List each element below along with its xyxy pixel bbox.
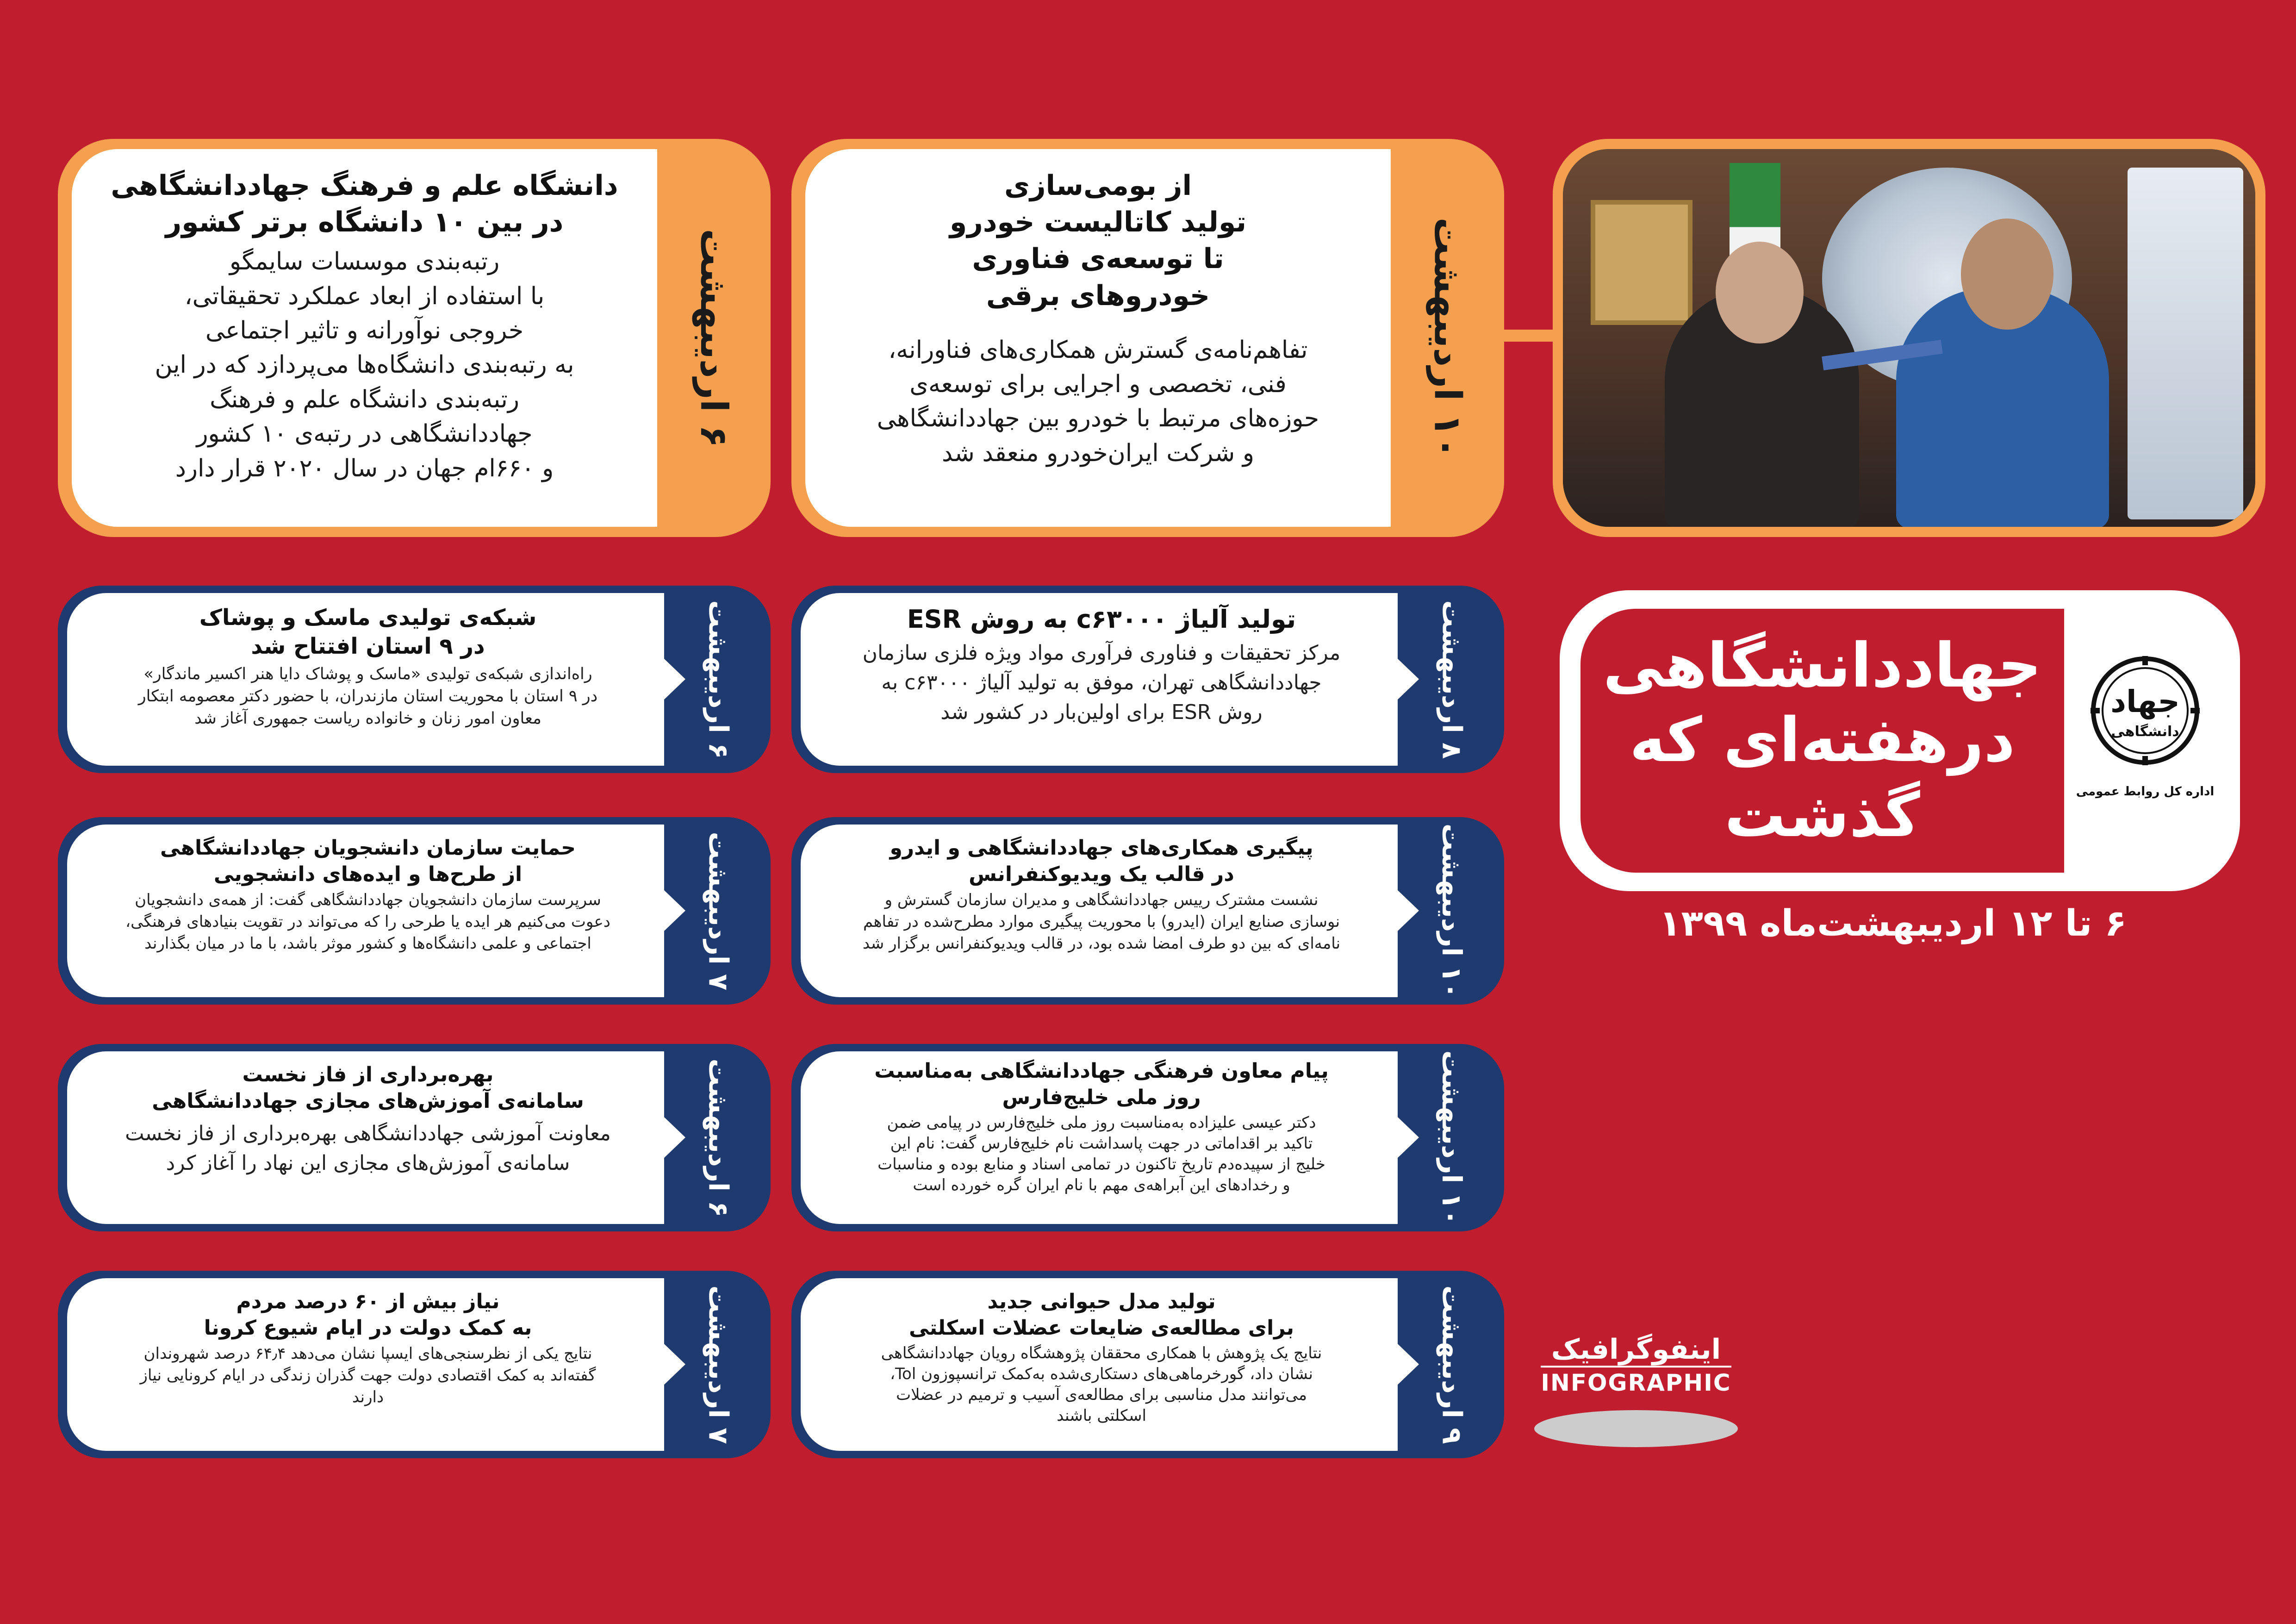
news-body — [125, 889, 610, 955]
featured-date — [1391, 139, 1504, 537]
infographic-shadow — [1534, 1410, 1738, 1447]
header-title — [1580, 609, 2064, 873]
news-body-line: نتایج یکی از نظرسنجی‌های ایسپا نشان می‌دهد ۶۴٫۴ درصد شهروندان — [143, 1344, 592, 1363]
news-title-line: تولید آلیاژ c۶۳۰۰۰ به روش ESR — [907, 605, 1296, 634]
news-body-line: در ۹ استان با محوریت استان مازندران، با حضور دکتر معصومه ابتکار — [138, 687, 598, 706]
news-title — [907, 603, 1296, 636]
news-title-line: در ۹ استان افتتاح شد — [251, 633, 485, 660]
featured-card-university — [58, 139, 771, 537]
news-date — [666, 1044, 771, 1231]
news-body-line: و رخدادهای این آبراهه‌ی مهم با نام ایران گره خورده است — [913, 1176, 1290, 1194]
featured-body-line: حوزه‌های مرتبط با خودرو بین جهاددانشگاهی — [877, 405, 1319, 433]
news-card-content — [801, 824, 1398, 997]
news-card-mask — [58, 586, 771, 773]
news-title-line: نیاز بیش از ۶۰ درصد مردم — [236, 1290, 500, 1313]
news-body-line: جهاددانشگاهی تهران، موفق به تولید آلیاژ c۶۳۰۰۰ به — [881, 670, 1322, 694]
featured-title-line: تا توسعه‌ی فناوری — [972, 243, 1224, 275]
header-title-line: گذشت — [1724, 779, 1920, 851]
featured-body — [877, 333, 1319, 470]
news-body-line: سامانه‌ی آموزش‌های مجازی این نهاد را آغاز کرد — [166, 1151, 570, 1175]
featured-card-content — [805, 149, 1391, 527]
news-title-line: حمایت سازمان دانشجویان جهاددانشگاهی — [160, 836, 576, 860]
featured-body — [155, 244, 574, 486]
news-photo — [1563, 149, 2255, 527]
header-title-line: جهاددانشگاهی — [1603, 630, 2042, 702]
date-label: ۶ اردیبهشت — [703, 600, 734, 759]
news-date — [1400, 817, 1504, 1005]
news-card-elearning — [58, 1044, 771, 1231]
featured-body-line: رتبه‌بندی دانشگاه علم و فرهنگ — [210, 385, 519, 413]
news-card-content — [67, 824, 664, 997]
date-label: ۷ اردیبهشت — [703, 831, 734, 990]
featured-title-line: در بین ۱۰ دانشگاه برتر کشور — [165, 206, 564, 239]
news-title-line: تولید مدل حیوانی جدید — [987, 1290, 1216, 1313]
news-card-idro — [791, 817, 1504, 1005]
date-label: ۹ اردیبهشت — [1436, 1285, 1468, 1444]
news-body — [863, 638, 1341, 727]
news-body-line: دارند — [352, 1388, 384, 1407]
news-body-line: اسکلتی باشند — [1057, 1406, 1146, 1425]
news-body-line: نتایج یک پژوهش با همکاری محققان پژوهشگاه رویان جهاددانشگاهی — [881, 1344, 1322, 1363]
featured-card-catalyst — [791, 139, 1504, 537]
news-title — [204, 1288, 532, 1341]
news-title-line: بهره‌برداری از فاز نخست — [242, 1063, 494, 1087]
news-body-line: تاکید بر اقداماتی در جهت پاسداشت نام خلیج‌فارس گفت: نام این — [890, 1134, 1313, 1153]
featured-title-line: تولید کاتالیست خودرو — [949, 206, 1247, 239]
header-title-line: درهفته‌ای که — [1629, 705, 2016, 776]
jahad-logo — [2076, 655, 2215, 822]
photo-portrait-frame — [1591, 200, 1692, 325]
news-body-line: دکتر عیسی علیزاده به‌مناسبت روز ملی خلیج‌فارس در پیامی ضمن — [887, 1113, 1316, 1132]
news-body — [140, 1343, 596, 1408]
news-title-line: شبکه‌ی تولیدی ماسک و پوشاک — [199, 605, 537, 631]
news-card-content — [801, 593, 1398, 766]
featured-body-line: و شرکت ایران‌خودرو منعقد شد — [941, 439, 1255, 467]
jahad-logo-caption: اداره کل روابط عمومی — [2076, 785, 2215, 799]
news-body-line: راه‌اندازی شبکه‌ی تولیدی «ماسک و پوشاک دایا هنر اکسیر ماندگار» — [143, 664, 592, 683]
featured-title — [950, 168, 1246, 314]
date-range: ۶ تا ۱۲ اردیبهشت‌ماه ۱۳۹۹ — [1659, 903, 2127, 944]
featured-body-line: با استفاده از ابعاد عملکرد تحقیقاتی، — [184, 282, 545, 310]
news-card-content — [67, 593, 664, 766]
news-date — [1400, 1044, 1504, 1231]
news-title-line: پیگیری همکاری‌های جهاددانشگاهی و ایدرو — [890, 836, 1313, 860]
news-title-line: از طرح‌ها و ایده‌های دانشجویی — [213, 862, 523, 887]
date-label: ۱۰ اردیبهشت — [1425, 217, 1469, 459]
news-title-line: در قالب یک ویدیوکنفرانس — [969, 862, 1234, 887]
infographic-badge — [1532, 1333, 1740, 1468]
news-body-line: دعوت می‌کنیم هر ایده یا طرحی را که می‌تواند در تقویت بنیادهای فرهنگی، — [125, 912, 610, 931]
featured-body-line: خروجی نوآورانه و تاثیر اجتماعی — [205, 317, 524, 345]
news-title — [874, 1058, 1328, 1111]
featured-title-line: خودروهای برقی — [986, 279, 1210, 312]
header-title-box — [1560, 590, 2240, 891]
news-title-line: پیام معاون فرهنگی جهاددانشگاهی به‌مناسبت — [874, 1059, 1329, 1083]
news-title — [909, 1288, 1294, 1341]
news-card-alloy — [791, 586, 1504, 773]
jahad-logo-sub: دانشگاهی — [2111, 724, 2179, 740]
news-card-students — [58, 817, 771, 1005]
jahad-logo-name: جهاد — [2110, 684, 2180, 719]
news-title — [890, 835, 1313, 887]
news-card-persian-gulf — [791, 1044, 1504, 1231]
news-body-line: نوسازی صنایع ایران (ایدرو) با محوریت پیگیری موارد مطرح‌شده در تفاهم — [863, 912, 1340, 931]
infographic-label-en: INFOGRAPHIC — [1541, 1366, 1731, 1396]
news-card-content — [67, 1051, 664, 1224]
news-body — [881, 1343, 1322, 1426]
featured-body-line: تفاهم‌نامه‌ی گسترش همکاری‌های فناورانه، — [888, 336, 1308, 364]
news-body — [877, 1112, 1325, 1196]
news-body-line: می‌توانند مدل مناسبی برای مطالعه‌ی آسیب و ترمیم در عضلات — [896, 1386, 1307, 1405]
featured-title — [111, 168, 618, 241]
news-body-line: سرپرست سازمان دانشجویان جهاددانشگاهی گفت: از همه‌ی دانشجویان — [135, 891, 601, 910]
news-body-line: معاونت آموزشی جهاددانشگاهی بهره‌برداری از فاز نخست — [125, 1122, 611, 1146]
date-label: ۷ اردیبهشت — [703, 1285, 734, 1444]
photo-banner-right — [2128, 168, 2243, 519]
photo-person-right-head — [1961, 219, 2053, 330]
news-title-line: به کمک دولت در ایام شیوع کرونا — [204, 1316, 532, 1340]
date-label: ۶ اردیبهشت — [692, 228, 735, 448]
news-date — [666, 1271, 771, 1458]
news-body — [863, 889, 1340, 955]
news-card-zebrafish — [791, 1271, 1504, 1458]
photo-person-left-head — [1716, 242, 1804, 344]
news-title-line: سامانه‌ی آموزش‌های مجازی جهاددانشگاهی — [152, 1089, 584, 1113]
news-title — [152, 1062, 584, 1114]
news-date — [1400, 1271, 1504, 1458]
featured-title-line: از بومی‌سازی — [1004, 169, 1192, 202]
news-date — [666, 586, 771, 773]
news-body-line: اجتماعی و علمی دانشگاه‌ها و کشور موثر باشد، با ما در میان بگذارند — [144, 934, 591, 953]
news-photo-frame — [1553, 139, 2265, 537]
news-date — [1400, 586, 1504, 773]
featured-body-line: فنی، تخصصی و اجرایی برای توسعه‌ی — [909, 370, 1287, 399]
news-body — [125, 1119, 611, 1178]
news-date — [666, 817, 771, 1005]
news-body-line: مرکز تحقیقات و فناوری فرآوری مواد ویژه فلزی سازمان — [862, 641, 1341, 665]
news-title-line: روز ملی خلیج‌فارس — [1002, 1086, 1201, 1110]
news-card-content — [801, 1051, 1398, 1224]
news-body-line: نامه‌ای که بین دو طرف امضا شده بود، در قالب ویدیوکنفرانس برگزار شد — [862, 934, 1341, 953]
news-card-corona — [58, 1271, 771, 1458]
featured-body-line: جهاددانشگاهی در رتبه‌ی ۱۰ کشور — [196, 420, 533, 448]
featured-body-line: به رتبه‌بندی دانشگاه‌ها می‌پردازد که در این — [155, 351, 574, 379]
date-label: ۶ اردیبهشت — [703, 1058, 734, 1217]
date-label: ۱۰ اردیبهشت — [1436, 823, 1468, 999]
featured-body-line: رتبه‌بندی موسسات سایمگو — [229, 248, 500, 276]
featured-body-line: و ۶۶۰ام جهان در سال ۲۰۲۰ قرار دارد — [175, 454, 554, 482]
news-body-line: معاون امور زنان و خانواده ریاست جمهوری آغاز شد — [194, 709, 541, 728]
news-card-content — [801, 1278, 1398, 1451]
featured-date — [657, 139, 771, 537]
news-title-line: برای مطالعه‌ی ضایعات عضلات اسکلتی — [908, 1316, 1294, 1340]
news-body-line: روش ESR برای اولین‌بار در کشور شد — [940, 700, 1263, 724]
news-body-line: خلیج از سپیده‌دم تاریخ تاکنون در تمامی اسناد و منابع بوده و مناسبات — [877, 1155, 1325, 1174]
date-label: ۱۰ اردیبهشت — [1436, 1050, 1468, 1225]
news-body — [138, 663, 598, 730]
news-body-line: گفته‌اند به کمک اقتصادی دولت جهت گذران زندگی در ایام کرونایی نیاز — [140, 1366, 596, 1385]
news-title — [160, 835, 576, 887]
news-body-line: نشان داد، گورخرماهی‌های دستکاری‌شده به‌کمک ترانسپوزون Tol، — [890, 1365, 1313, 1384]
news-body-line: نشست مشترک رییس جهاددانشگاهی و مدیران سازمان گسترش و — [884, 891, 1319, 910]
featured-title-line: دانشگاه علم و فرهنگ جهاددانشگاهی — [111, 169, 618, 202]
news-card-content — [67, 1278, 664, 1451]
news-title — [199, 603, 537, 661]
featured-card-content — [72, 149, 657, 527]
date-label: ۸ اردیبهشت — [1436, 600, 1468, 759]
infographic-label-fa: اینفوگرافیک — [1551, 1333, 1721, 1366]
